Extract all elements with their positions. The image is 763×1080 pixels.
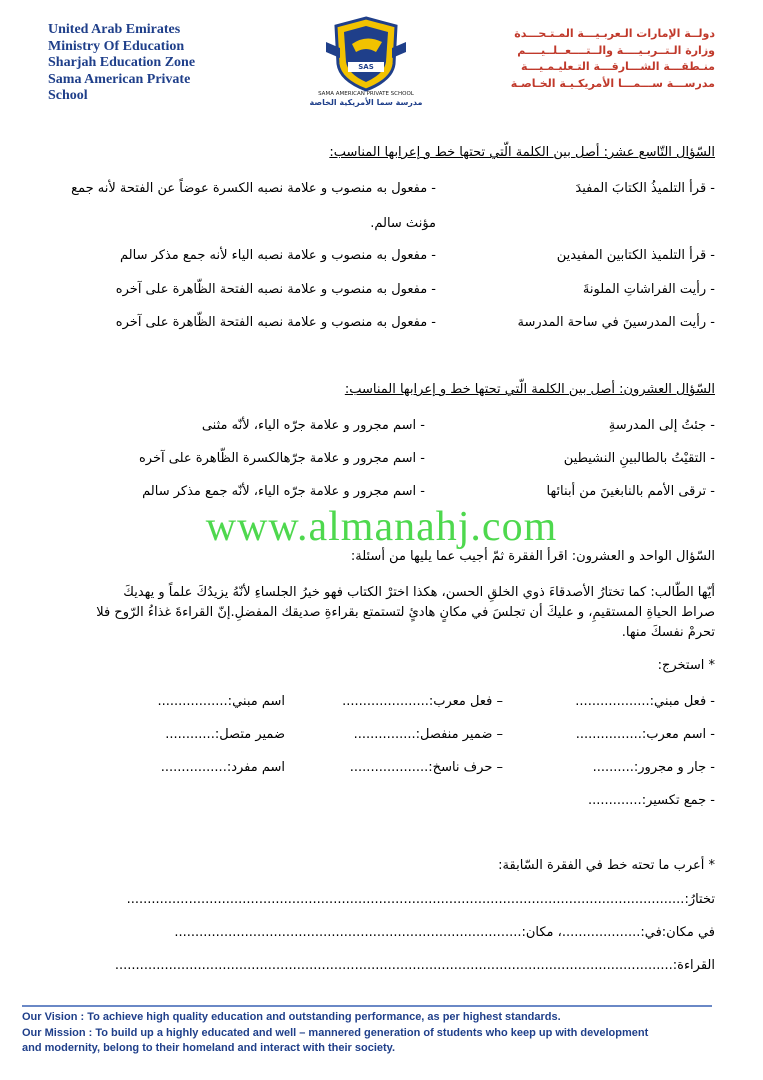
q19-sentence: - رأيت الفراشاتِ الملونةَ: [582, 282, 715, 297]
q19-sentence: - قرأ التلميذُ الكتابَ المفيدَ: [575, 181, 715, 196]
school-logo: [296, 12, 436, 110]
footer-mission-cont: and modernity, belong to their homeland and interact with their society.: [22, 1042, 396, 1054]
header-en-line: United Arab Emirates: [48, 22, 181, 37]
paragraph-line: صراط الحياةِ المستقيمِ، و عليكَ أن تجلسَ في مكانٍ هادئٍ لتستمتع بقراءةِ صديقك المفضلِ.إنّ القراءةَ غذاءُ الرّوح فلا: [96, 605, 715, 620]
footer: [22, 1010, 742, 1057]
parse-line: في مكان:في:...................، مكان:....................................................................................: [174, 925, 715, 940]
extract-item: – حرف ناسخ:...................: [349, 760, 503, 775]
q21-paragraph: [35, 583, 715, 643]
header-en-line: Sama American Private: [48, 71, 191, 87]
q19-parsing: - مفعول به منصوب و علامة نصبه الفتحة الظّاهرة على آخره: [115, 315, 436, 330]
q20-sentence: - ترقى الأمم بالنابغينَ من أبنائها: [546, 484, 715, 499]
q19-parsing: - مفعول به منصوب و علامة نصبه الياء لأنه جمع مذكر سالم: [120, 248, 436, 263]
q20-parsing: - اسم مجرور و علامة جرّه الياء، لأنّه مثنى: [201, 418, 425, 433]
watermark-text: www.almanahj.com: [205, 504, 558, 550]
header-ar-line: مدرســـة ســـمـــا الأمريكـيـة الخـاصـة: [510, 76, 715, 90]
parse-line: تختارُ:.......................................................................................................................................: [126, 892, 715, 907]
footer-mission: Our Mission : To build up a highly educated and well – mannered generation of students who keep up with development: [22, 1026, 649, 1039]
question-19-title: السّؤال التّاسع عشر: أصل بين الكلمة الّتي تحتها خط و إعرابها المناسب:: [329, 145, 715, 160]
logo-caption-en: SAMA AMERICAN PRIVATE SCHOOL: [318, 91, 414, 97]
footer-divider: [22, 1005, 712, 1007]
q19-sentence: - رأيت المدرسينَ في ساحة المدرسة: [517, 315, 715, 330]
logo-shield-text: SAS: [358, 63, 374, 71]
extract-item: ضمير متصل:............: [165, 727, 285, 742]
header-english: [48, 22, 268, 105]
extract-item: - اسم معرب:................: [575, 727, 715, 742]
header-ar-line: منـطقـــة الشـــارقـــة التـعليـمـيـــة: [521, 60, 715, 73]
q19-parsing: - مفعول به منصوب و علامة نصبه الكسرة عوضاً عن الفتحة لأنه جمع: [71, 181, 436, 196]
header-en-line: Sharjah Education Zone: [48, 55, 196, 70]
footer-vision: Our Vision : To achieve high quality education and outstanding performance, as per highest standards.: [22, 1011, 561, 1023]
paragraph-line: تحرمْ نفسكَ منها.: [621, 625, 715, 640]
logo-caption-ar: مدرسة سما الأمريكية الخاصة: [309, 98, 423, 107]
header-en-line: Ministry Of Education: [48, 38, 185, 54]
header-arabic: [485, 26, 715, 92]
extract-item: – فعل معرب:.....................: [342, 694, 503, 709]
q20-sentence: - التقيْتُ بالطالبينِ النشيطين: [563, 451, 715, 466]
parse-title: * أعرب ما تحته خط في الفقرة السّابقة:: [498, 858, 715, 873]
header-ar-line: وزارة الـتــربـيــــة والــتــــعــلــيــــم: [517, 43, 715, 57]
q19-sentence: - قرأ التلميذ الكتابين المفيدين: [556, 248, 715, 263]
extract-title: * استخرج:: [657, 658, 715, 673]
header-ar-line: دولــة الإمارات الـعربـيـــة المـتـحـــدة: [514, 27, 715, 40]
question-20-title: السّؤال العشرون: أصل بين الكلمة الّتي تحتها خط و إعرابها المناسب:: [344, 382, 715, 397]
parse-line: القراءة:.......................................................................................................................................: [114, 958, 715, 973]
header-en-line: School: [48, 88, 88, 103]
q20-sentence: - جئتُ إلى المدرسةِ: [608, 418, 715, 433]
question-21-title: السّؤال الواحد و العشرون: اقرأ الفقرة ثمّ أجيب عما يليها من أسئلة:: [350, 549, 715, 564]
q20-parsing: - اسم مجرور و علامة جرّهالكسرة الظّاهرة على آخره: [138, 451, 425, 466]
q19-parsing: مؤنث سالم.: [370, 216, 436, 231]
extract-item: - فعل مبني:..................: [575, 694, 715, 709]
extract-item: – ضمير منفصل:...............: [353, 727, 503, 742]
extract-item: - جمع تكسير:.............: [587, 793, 715, 808]
extract-item: - جار و مجرور:..........: [592, 760, 715, 775]
extract-item: اسم مفرد:................: [160, 760, 285, 775]
paragraph-line: أيّها الطّالب: كما تختارُ الأصدقاءَ ذوي الخلقِ الحسن، هكذا اخترْ الكتاب فهو خيرُ الجلساءِ لأنّهُ يزيدُكَ علماً و يهديكَ: [123, 585, 715, 600]
q20-parsing: - اسم مجرور و علامة جرّه الياء، لأنّه جمع مذكر سالم: [142, 484, 425, 499]
q19-parsing: - مفعول به منصوب و علامة نصبه الفتحة الظّاهرة على آخره: [115, 282, 436, 297]
extract-item: اسم مبني:.................: [157, 694, 285, 709]
